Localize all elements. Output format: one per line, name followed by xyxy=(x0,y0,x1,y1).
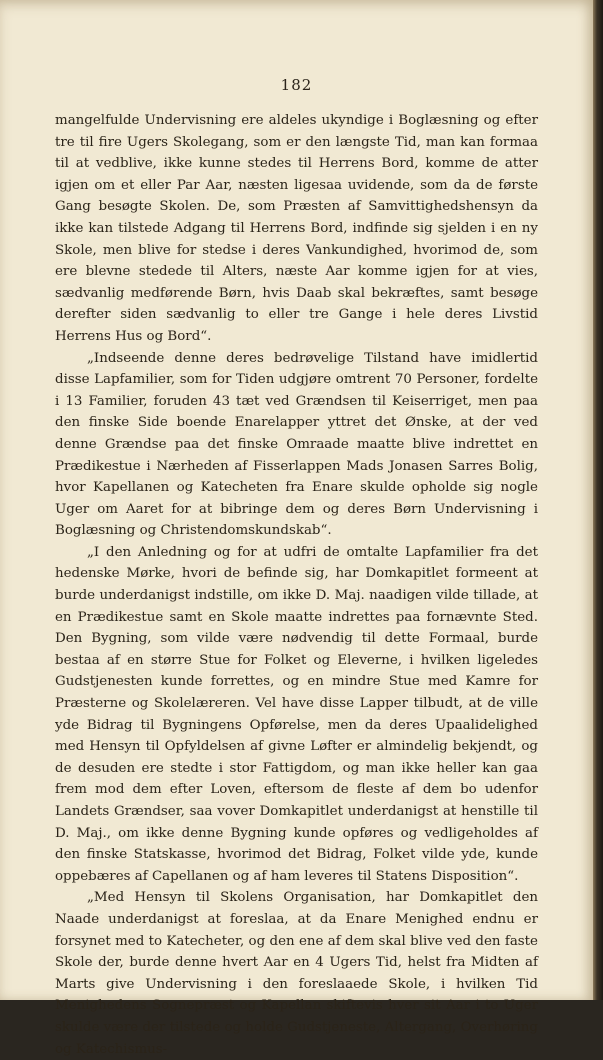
body-text xyxy=(55,110,538,1060)
paragraph-4: „Med Hensyn til Skolens Organisation, har Domkapitlet den Naade underdanigst at foreslaa, at da Enare Menighed endnu er forsynet med to Katecheter, og den ene af dem skal blive ved den faste Skole der, burde denne hvert Aar en 4 Ugers Tid, helst fra Midten af Marts give Undervisning i den foreslaaede Skole, i hvilken Tid Menighedens Sognepræst og Kapellan skiftevis hver sit Aar i to Uger skulde være der tilstede og holde Gudstjeneste, Altergang, Overhøring og Katechismus- xyxy=(55,890,538,1057)
paragraph-1: mangelfulde Undervisning ere aldeles ukyndige i Boglæsning og efter tre til fire Ugers Skolegang, som er den længste Tid, man kan formaa til at vedblive, ikke kunne stedes til Herrens Bord, komme de atter igjen om et eller Par Aar, næsten ligesaa uvidende, som da de første Gang besøgte Skolen. De, som Præsten af Samvittighedshensyn da ikke kan tilstede Adgang til Herrens Bord, indfinde sig sjelden i en ny Skole, men blive for stedse i deres Vankundighed, hvorimod de, som ere blevne stedede til Alters, næste Aar komme igjen for at vies, sædvanlig medførende Børn, hvis Daab skal bekræftes, samt besøge derefter siden sædvanlig to eller tre Gange i hele deres Livstid Herrens Hus og Bord“. xyxy=(55,113,538,344)
paragraph-2: „Indseende denne deres bedrøvelige Tilstand have imidlertid disse Lapfamilier, som for Tiden udgjøre omtrent 70 Personer, fordelte i 13 Familier, foruden 43 tæt ved Grændsen til Keiserriget, men paa den finske Side boende Enarelapper yttret det Ønske, at der ved denne Grændse paa det finske Omraade maatte blive indrettet en Prædikestue i Nærheden af Fisserlappen Mads Jonasen Sarres Bolig, hvor Kapellanen og Katecheten fra Enare skulde opholde sig nogle Uger om Aaret for at bibringe dem og deres Børn Undervisning i Boglæsning og Christendomskundskab“. xyxy=(55,350,538,539)
page-number: 182 xyxy=(280,76,313,94)
paragraph-3: „I den Anledning og for at udfri de omtalte Lapfamilier fra det hedenske Mørke, hvori de befinde sig, har Domkapitlet formeent at burde underdanigst indstille, om ikke D. Maj. naadigen vilde tillade, at en Prædikestue samt en Skole maatte indrettes paa fornævnte Sted. Den Bygning, som vilde være nødvendig til dette Formaal, burde bestaa af en større Stue for Folket og Eleverne, i hvilken ligeledes Gudstjenesten kunde forrettes, og en mindre Stue med Kamre for Præsterne og Skolelæreren. Vel have disse Lapper tilbudt, at de ville yde Bidrag til Bygningens Opførelse, men da deres Upaalidelighed med Hensyn til Opfyldelsen af givne Løfter er almindelig bekjendt, og de desuden ere stedte i stor Fattigdom, og man ikke heller kan gaa frem mod dem efter Loven, eftersom de fleste af dem bo udenfor Landets Grændser, saa vover Domkapitlet underdanigst at henstille til D. Maj., om ikke denne Bygning kunde opføres og vedligeholdes af den finske Statskasse, hvorimod det Bidrag, Folket vilde yde, kunde oppebæres af Capellanen og af ham leveres til Statens Disposition“. xyxy=(55,544,538,884)
book-spine-edge xyxy=(593,0,603,1000)
